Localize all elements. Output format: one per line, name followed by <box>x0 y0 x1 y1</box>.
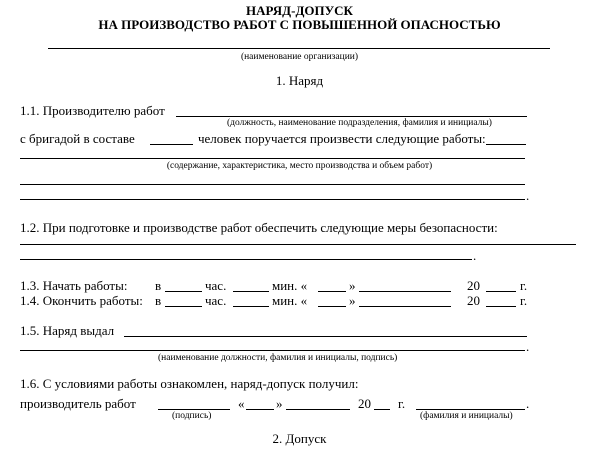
start-year-suffix: г. <box>520 278 528 293</box>
end-minutes-label: мин. « <box>272 293 308 308</box>
start-year-prefix: 20 <box>467 278 480 293</box>
item-1-5-label: 1.5. Наряд выдал <box>20 323 115 338</box>
item-1-2-label: 1.2. При подготовке и производстве работ обеспечить следующие меры безопасности: <box>20 220 498 235</box>
section-admission-title: 2. Допуск <box>272 431 327 446</box>
section-order-title: 1. Наряд <box>275 73 324 88</box>
end-in-word: в <box>155 293 162 308</box>
brigade-size-field[interactable] <box>150 144 193 145</box>
item-1-3-label: 1.3. Начать работы: <box>20 278 128 293</box>
receipt-close-quote: » <box>276 396 283 411</box>
receipt-year-field[interactable] <box>374 409 390 410</box>
name-caption: (фамилия и инициалы) <box>420 411 513 421</box>
item-1-1-label: 1.1. Производителю работ <box>20 103 165 118</box>
receipt-day-field[interactable] <box>246 409 274 410</box>
start-hour-field[interactable] <box>165 291 202 292</box>
end-minute-field[interactable] <box>233 306 269 307</box>
work-caption: (содержание, характеристика, место производства и объем работ) <box>166 161 433 171</box>
start-month-field[interactable] <box>359 291 451 292</box>
start-day-field[interactable] <box>318 291 346 292</box>
work-description-line-3[interactable] <box>20 199 525 200</box>
brigade-suffix: человек поручается произвести следующие работы: <box>198 131 486 146</box>
issued-by-field[interactable] <box>124 336 527 337</box>
issuer-details-field[interactable] <box>20 350 525 351</box>
performer-caption: (должность, наименование подразделения, фамилия и инициалы) <box>227 118 492 128</box>
end-year-prefix: 20 <box>467 293 480 308</box>
safety-end-dot: . <box>473 248 477 263</box>
start-minute-field[interactable] <box>233 291 269 292</box>
receipt-month-field[interactable] <box>286 409 350 410</box>
organization-caption: (наименование организации) <box>240 52 359 62</box>
performer-signature-field[interactable] <box>158 409 230 410</box>
receipt-end-dot: . <box>526 396 530 411</box>
end-day-field[interactable] <box>318 306 346 307</box>
brigade-prefix: с бригадой в составе <box>20 131 135 146</box>
item-1-4-label: 1.4. Окончить работы: <box>20 293 143 308</box>
performer-label: производитель работ <box>20 396 136 411</box>
end-year-suffix: г. <box>520 293 528 308</box>
safety-measures-line-1[interactable] <box>20 244 576 245</box>
issuer-caption: (наименование должности, фамилия и инициалы, подпись) <box>158 353 398 363</box>
end-hours-label: час. <box>205 293 227 308</box>
work-assignment-field[interactable] <box>486 144 526 145</box>
start-in-word: в <box>155 278 162 293</box>
receipt-year-suffix: г. <box>398 396 406 411</box>
work-description-line-1[interactable] <box>20 158 525 159</box>
item-1-6-label: 1.6. С условиями работы ознакомлен, наряд-допуск получил: <box>20 376 359 391</box>
work-end-dot: . <box>526 188 530 203</box>
receipt-open-quote: « <box>238 396 245 411</box>
end-month-field[interactable] <box>359 306 451 307</box>
performer-name-field[interactable] <box>416 409 525 410</box>
work-performer-field[interactable] <box>176 116 527 117</box>
start-hours-label: час. <box>205 278 227 293</box>
end-close-quote: » <box>349 293 356 308</box>
form-subtitle: НА ПРОИЗВОДСТВО РАБОТ С ПОВЫШЕННОЙ ОПАСНОСТЬЮ <box>98 17 501 32</box>
safety-measures-line-2[interactable] <box>20 259 472 260</box>
end-year-field[interactable] <box>486 306 516 307</box>
form-title: НАРЯД-ДОПУСК <box>246 3 353 18</box>
work-description-line-2[interactable] <box>20 184 525 185</box>
start-year-field[interactable] <box>486 291 516 292</box>
receipt-year-prefix: 20 <box>358 396 371 411</box>
start-close-quote: » <box>349 278 356 293</box>
signature-caption: (подпись) <box>172 411 212 421</box>
end-hour-field[interactable] <box>165 306 202 307</box>
organization-name-field[interactable] <box>48 48 550 49</box>
start-minutes-label: мин. « <box>272 278 308 293</box>
issuer-end-dot: . <box>526 339 530 354</box>
